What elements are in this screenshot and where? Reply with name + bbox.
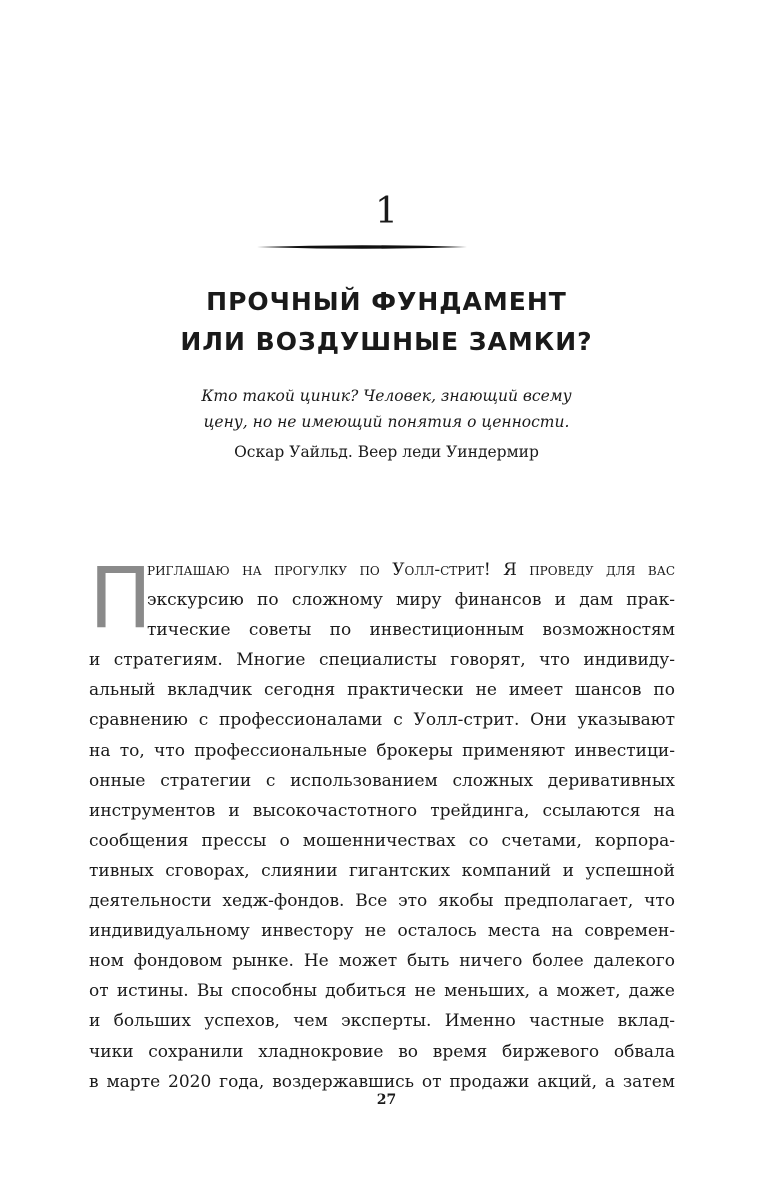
chapter-divider-rule xyxy=(257,240,467,254)
body-line: чики сохранили хладнокровие во время биржевого обвала xyxy=(89,1041,675,1062)
body-line: риглашаю на прогулку по Уолл-стрит! Я проведу для вас xyxy=(147,560,675,580)
body-line: сравнению с профессионалами с Уолл-стрит. Они указывают xyxy=(89,710,675,731)
body-line: ном фондовом рынке. Не может быть ничего более далекого xyxy=(89,951,675,972)
body-line: тические советы по инвестиционным возможностям xyxy=(147,620,675,641)
body-line: тивных сговорах, слиянии гигантских компаний и успешной xyxy=(89,860,675,881)
epigraph-quote-line-1: Кто такой циник? Человек, знающий всему xyxy=(201,387,572,405)
drop-cap-letter: П xyxy=(89,549,153,647)
body-line: и больших успехов, чем эксперты. Именно частные вклад- xyxy=(89,1011,675,1032)
body-line: деятельности хедж-фондов. Все это якобы предполагает, что xyxy=(89,891,675,912)
body-line: от истины. Вы способны добиться не меньших, а может, даже xyxy=(89,981,675,1002)
body-line: и стратегиям. Многие специалисты говорят, что индивиду- xyxy=(89,650,675,671)
body-line: экскурсию по сложному миру финансов и дам прак- xyxy=(147,590,675,611)
chapter-title-line-1: ПРОЧНЫЙ ФУНДАМЕНТ xyxy=(206,287,567,316)
chapter-number: 1 xyxy=(375,191,398,232)
chapter-title-line-2: ИЛИ ВОЗДУШНЫЕ ЗАМКИ? xyxy=(180,327,593,356)
body-line: на то, что профессиональные брокеры применяют инвестици- xyxy=(89,740,675,761)
body-paragraph xyxy=(89,549,675,1097)
chapter-title xyxy=(0,282,773,362)
body-line: сообщения прессы о мошенничествах со счетами, корпора- xyxy=(89,830,675,851)
body-line: индивидуальному инвестору не осталось места на современ- xyxy=(89,921,675,942)
body-line: альный вкладчик сегодня практически не имеет шансов по xyxy=(89,680,675,701)
epigraph-quote-line-2: цену, но не имеющий понятия о ценности. xyxy=(203,413,570,431)
body-line: инструментов и высокочастотного трейдинга, ссылаются на xyxy=(89,800,675,821)
epigraph xyxy=(0,383,773,465)
body-line: онные стратегии с использованием сложных деривативных xyxy=(89,770,675,791)
epigraph-source: Оскар Уайльд. Веер леди Уиндермир xyxy=(234,443,539,461)
body-line: в марте 2020 года, воздержавшись от продажи акций, а затем xyxy=(89,1071,675,1092)
page-number: 27 xyxy=(376,1092,397,1108)
